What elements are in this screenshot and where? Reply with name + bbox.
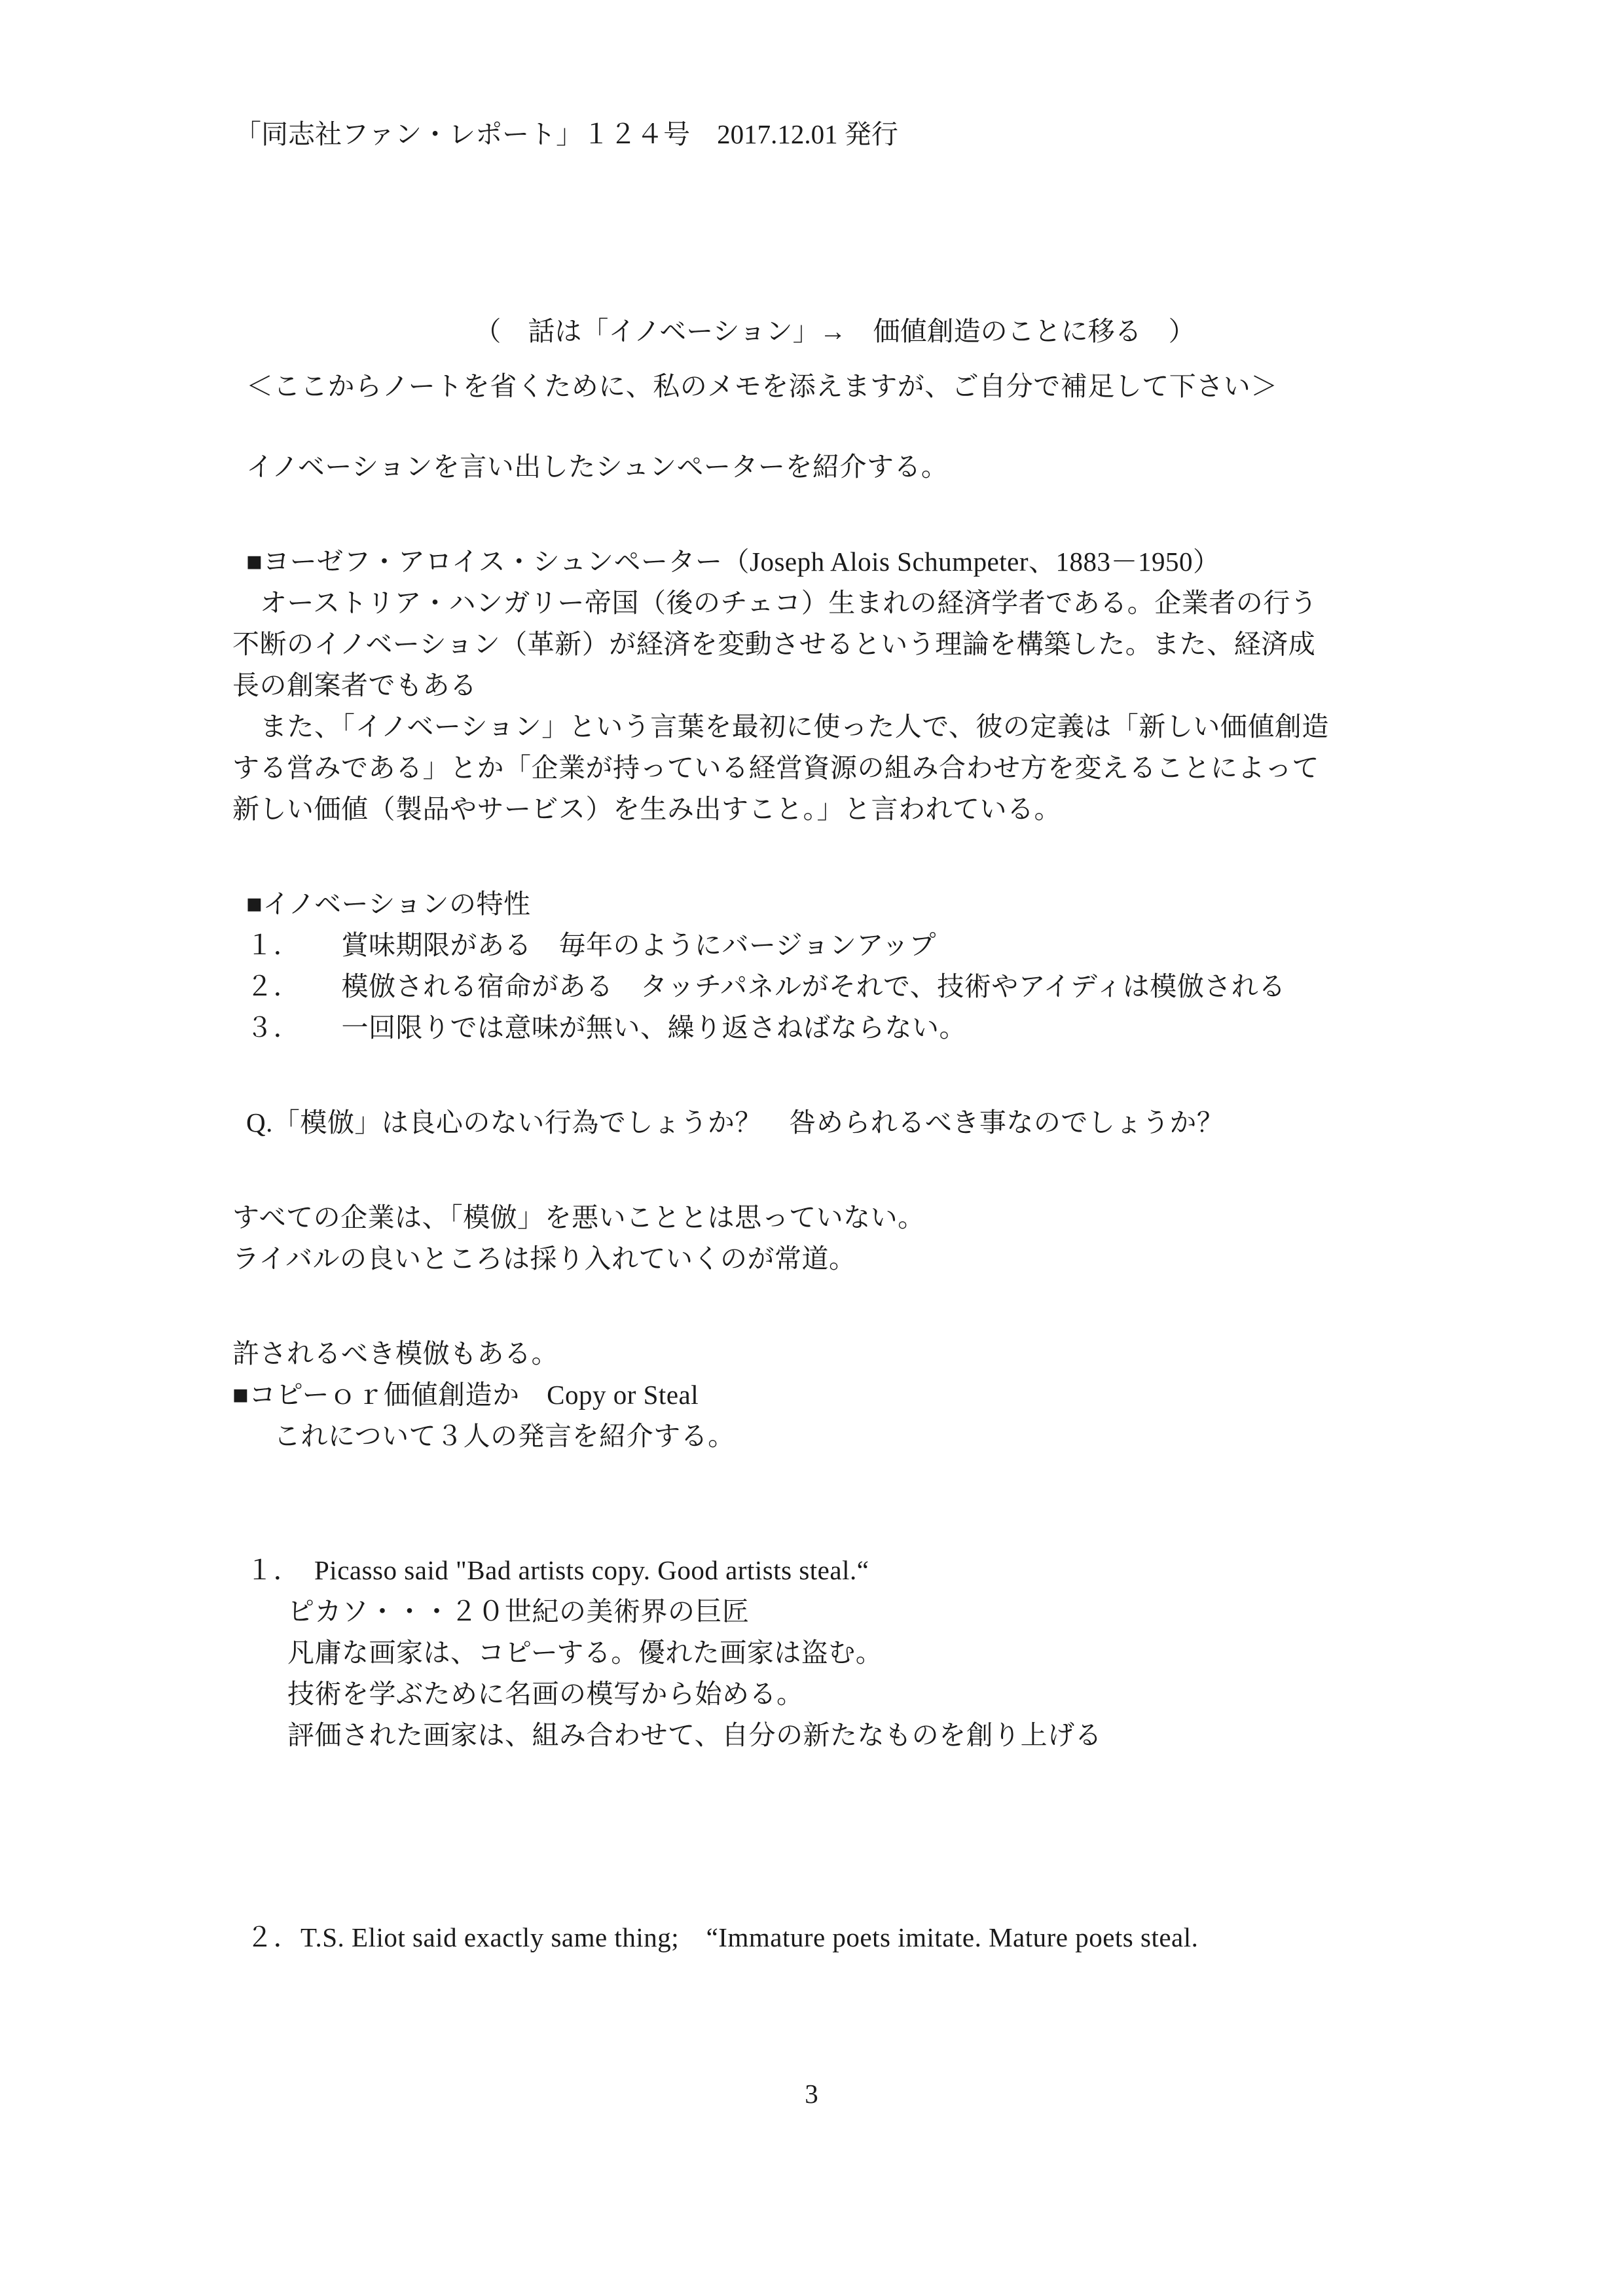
schumpeter-para2-line1: また、「イノベーション」という言葉を最初に使った人で、彼の定義は「新しい価値創造 [260,711,1329,742]
quote-1-subline-3: 技術を学ぶために名画の模写から始める。 [287,1679,804,1709]
intro-text: イノベーションを言い出したシュンペーターを紹介する。 [246,452,949,482]
characteristics-item-2: ２． 模倣される宿命がある タッチパネルがそれで、技術やアイディは模倣される [246,971,1286,1001]
schumpeter-para2-line2: する営みである」とか「企業が持っている経営資源の組み合わせ方を変えることによって [232,753,1319,783]
quote-2-number-line: ２．T.S. Eliot said exactly same thing; “Immature poets imitate. Mature poets steal. [246,1922,1199,1952]
allowed-imitation-line: 許されるべき模倣もある。 [232,1338,558,1369]
quote-1-subline-2: 凡庸な画家は、コピーする。優れた画家は盗む。 [287,1638,883,1668]
characteristics-item-3: ３． 一回限りでは意味が無い、繰り返さねばならない。 [246,1013,966,1043]
quote-1-subline-4: 評価された画家は、組み合わせて、自分の新たなものを創り上げる [287,1720,1103,1750]
characteristics-heading: ■イノベーションの特性 [246,889,531,919]
section-title [0,278,1623,380]
report-header: 「同志社ファン・レポート」１２４号 2017.12.01 発行 [234,119,898,149]
schumpeter-para2-line3: 新しい価値（製品やサービス）を生み出すこと。」と言われている。 [232,794,1061,824]
quote-1-subline-1: ピカソ・・・２０世紀の美術界の巨匠 [287,1596,750,1626]
characteristics-item-1: １． 賞味期限がある 毎年のようにバージョンアップ [246,930,936,960]
copy-or-steal-subline: これについて３人の発言を紹介する。 [274,1421,735,1451]
note-bracket: ＜ここからノートを省くために、私のメモを添えますが、ご自分で補足して下さい＞ [246,371,1278,401]
section-title-text: （ 話は「イノベーション」→ 価値創造のことに移る ） [474,316,1195,346]
copy-or-steal-heading: ■コピーｏｒ価値創造か Copy or Steal [232,1380,699,1410]
schumpeter-para1-line2: 不断のイノベーション（革新）が経済を変動させるという理論を構築した。また、経済成 [232,629,1316,659]
schumpeter-heading: ■ヨーゼフ・アロイス・シュンペーター（Joseph Alois Schumpeter、1883－1950） [246,547,1220,577]
page-number: 3 [805,2079,818,2109]
schumpeter-para1-line3: 長の創案者でもある [232,670,477,700]
quote-1-number-line: １． Picasso said "Bad artists copy. Good artists steal.“ [246,1555,869,1585]
answer-line-2: ライバルの良いところは採り入れていくのが常道。 [232,1244,856,1274]
document-content [232,373,1450,1951]
answer-line-1: すべての企業は、「模倣」を悪いこととは思っていない。 [232,1202,925,1232]
question-line: Q.「模倣」は良心のない行為でしょうか？ 咎められるべき事なのでしょうか？ [246,1107,1224,1138]
schumpeter-para1-line1: オーストリア・ハンガリー帝国（後のチェコ）生まれの経済学者である。企業者の行う [260,588,1318,618]
